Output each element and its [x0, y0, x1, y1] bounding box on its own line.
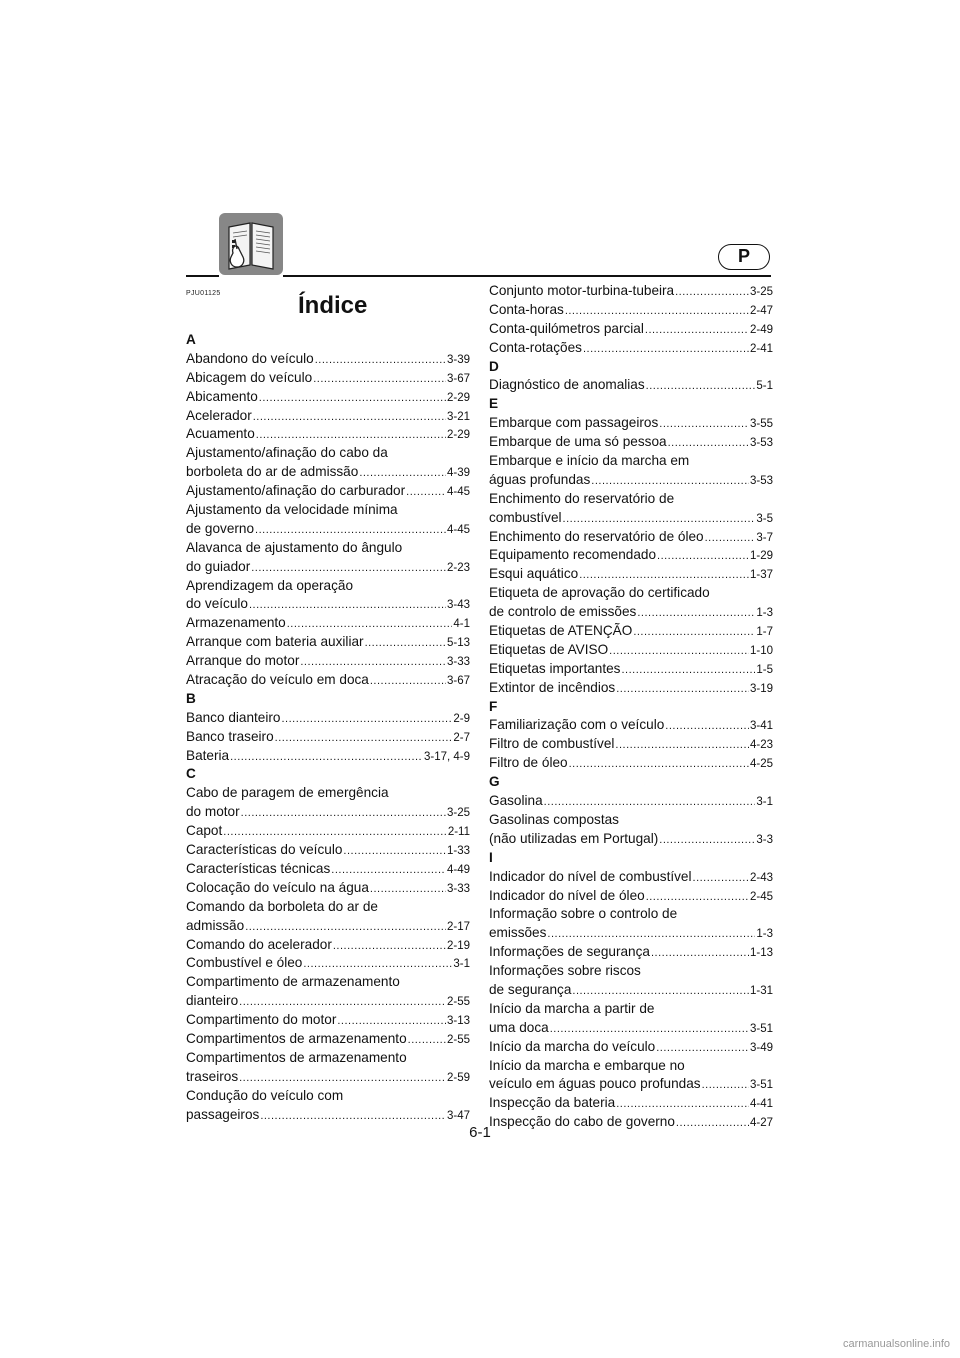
- index-entry-text: veículo em águas pouco profundas: [489, 1076, 701, 1092]
- dot-leader: [370, 672, 446, 690]
- index-entry-text: do veículo: [186, 596, 248, 612]
- index-page-ref: 1-13: [749, 947, 773, 960]
- index-entry-text: Esqui aquático: [489, 566, 579, 582]
- index-entry: [489, 376, 773, 395]
- index-entry: [489, 1038, 773, 1057]
- index-page-ref: 1-31: [749, 984, 773, 997]
- dot-leader: [646, 377, 756, 395]
- index-entry-text: Indicador do nível de combustível: [489, 868, 692, 884]
- index-entry: [489, 471, 773, 490]
- index-entry: [186, 558, 470, 577]
- index-entry: [186, 728, 470, 747]
- dot-leader: [337, 1012, 446, 1030]
- page-number: 6-1: [469, 1124, 491, 1141]
- index-entry: [489, 924, 773, 943]
- index-entry: [186, 595, 470, 614]
- index-entry-text: de controlo de emissões: [489, 604, 637, 620]
- index-entry: [489, 433, 773, 452]
- index-entry: [489, 1113, 773, 1132]
- dot-leader: [255, 521, 446, 539]
- index-page-ref: 3-19: [749, 682, 773, 695]
- index-entry: [186, 388, 470, 407]
- index-entry-text: Conta-rotações: [489, 339, 582, 355]
- index-entry-text: Compartimento de armazenamento: [186, 974, 400, 990]
- index-page-ref: 3-33: [446, 656, 470, 669]
- dot-leader: [260, 1107, 446, 1125]
- index-entry: [489, 622, 773, 641]
- dot-leader: [591, 472, 749, 490]
- index-page-ref: 1-29: [749, 550, 773, 563]
- index-entry: [186, 652, 470, 671]
- index-entry: [489, 565, 773, 584]
- index-entry-text: Informação sobre o controlo de: [489, 906, 678, 922]
- index-entry: [489, 1075, 773, 1094]
- index-section-letter: D: [489, 358, 499, 374]
- index-page-ref: 1-5: [756, 663, 773, 676]
- index-page-ref: 1-3: [756, 928, 773, 941]
- dot-leader: [675, 283, 749, 301]
- index-entry-text: dianteiro: [186, 993, 239, 1009]
- index-entry: [489, 603, 773, 622]
- index-entry-text: do guiador: [186, 558, 251, 574]
- index-entry: [186, 671, 470, 690]
- index-column-right: [489, 282, 773, 1132]
- index-entry-text: Inspecção da bateria: [489, 1095, 616, 1111]
- index-entry-text: Extintor de incêndios: [489, 679, 616, 695]
- index-entry: [489, 830, 773, 849]
- dot-leader: [275, 729, 453, 747]
- dot-leader: [259, 389, 446, 407]
- index-entry-text: de governo: [186, 520, 255, 536]
- index-entry-text: Gasolinas compostas: [489, 811, 619, 827]
- index-entry-text: Etiqueta de aprovação do certificado: [489, 585, 710, 601]
- index-page-ref: 3-5: [756, 512, 773, 525]
- index-entry-text: Banco traseiro: [186, 728, 274, 744]
- index-entry-text: Cabo de paragem de emergência: [186, 785, 389, 801]
- index-entry: [489, 735, 773, 754]
- index-entry: [489, 641, 773, 660]
- index-page-ref: 1-7: [756, 626, 773, 639]
- index-entry-text: Familiarização com o veículo: [489, 717, 665, 733]
- dot-leader: [569, 755, 749, 773]
- index-section-letter: F: [489, 698, 498, 714]
- index-entry-text: Arranque do motor: [186, 653, 300, 669]
- index-entry-text: Início da marcha do veículo: [489, 1038, 656, 1054]
- dot-leader: [646, 888, 749, 906]
- index-column-left: [186, 331, 470, 1124]
- index-entry-text: (não utilizadas em Portugal): [489, 830, 659, 846]
- dot-leader: [287, 615, 453, 633]
- index-entry-text: emissões: [489, 925, 547, 941]
- index-page-ref: 3-51: [749, 1022, 773, 1035]
- dot-leader: [300, 653, 446, 671]
- index-page-ref: 3-25: [749, 286, 773, 298]
- index-section-letter: G: [489, 774, 500, 790]
- index-entry: [186, 803, 470, 822]
- index-entry: [489, 716, 773, 735]
- index-entry: [186, 822, 470, 841]
- index-entry-text: Embarque com passageiros: [489, 415, 659, 431]
- index-entry-text: Ajustamento da velocidade mínima: [186, 502, 398, 518]
- index-page-ref: 2-43: [749, 871, 773, 884]
- index-page-ref: 2-47: [749, 304, 773, 317]
- dot-leader: [256, 426, 446, 444]
- dot-leader: [245, 918, 446, 936]
- index-entry-text: Início da marcha a partir de: [489, 1000, 655, 1016]
- index-page-ref: 1-3: [756, 607, 773, 620]
- index-entry: [186, 633, 470, 652]
- index-entry: [186, 860, 470, 879]
- index-entry-text: Acelerador: [186, 407, 252, 423]
- index-page-ref: 3-53: [749, 474, 773, 487]
- index-entry: [489, 754, 773, 773]
- index-entry: [186, 614, 470, 633]
- page-title: Índice: [298, 292, 368, 319]
- index-entry-text: Compartimentos de armazenamento: [186, 1049, 407, 1065]
- dot-leader: [408, 1031, 446, 1049]
- index-entry: [186, 841, 470, 860]
- index-entry-text: Indicador do nível de óleo: [489, 887, 645, 903]
- dot-leader: [550, 1020, 749, 1038]
- dot-leader: [616, 680, 749, 698]
- index-entry-text: Etiquetas de ATENÇÃO: [489, 623, 633, 639]
- index-page-ref: 3-67: [446, 372, 470, 385]
- index-entry-text: Armazenamento: [186, 615, 286, 631]
- dot-leader: [313, 370, 446, 388]
- index-entry: [186, 992, 470, 1011]
- index-entry: [186, 520, 470, 539]
- dot-leader: [230, 748, 423, 766]
- index-entry-text: Conta-horas: [489, 301, 564, 317]
- index-page-ref: 3-33: [446, 882, 470, 895]
- index-page-ref: 3-3: [756, 833, 773, 846]
- index-entry: [489, 887, 773, 906]
- dot-leader: [579, 566, 749, 584]
- index-page-ref: 4-45: [446, 523, 470, 536]
- index-entry-text: Embarque de uma só pessoa: [489, 434, 667, 450]
- index-entry-text: Capot: [186, 823, 223, 839]
- index-entry-text: Conta-quilómetros parcial: [489, 320, 644, 336]
- index-page-ref: 5-1: [756, 380, 773, 393]
- dot-leader: [645, 321, 749, 339]
- index-page-ref: 3-7: [756, 531, 773, 544]
- index-entry-text: uma doca: [489, 1019, 549, 1035]
- index-page-ref: 1-10: [749, 644, 773, 657]
- dot-leader: [633, 623, 755, 641]
- index-entry: [489, 414, 773, 433]
- index-entry: [489, 868, 773, 887]
- dot-leader: [693, 869, 749, 887]
- index-page-ref: 4-41: [749, 1098, 773, 1111]
- index-entry-text: Características do veículo: [186, 842, 343, 858]
- dot-leader: [659, 831, 755, 849]
- dot-leader: [665, 717, 749, 735]
- dot-leader: [406, 483, 446, 501]
- index-page-ref: 5-13: [446, 637, 470, 650]
- index-page-ref: 2-55: [446, 996, 470, 1009]
- index-entry-text: Ajustamento/afinação do carburador: [186, 483, 406, 499]
- dot-leader: [565, 302, 749, 320]
- dot-leader: [544, 793, 756, 811]
- index-entry-text: Abicamento: [186, 388, 258, 404]
- dot-leader: [676, 1114, 749, 1132]
- index-entry-text: admissão: [186, 917, 245, 933]
- index-entry-text: Arranque com bateria auxiliar: [186, 634, 364, 650]
- index-entry: [489, 981, 773, 1000]
- index-entry-text: Compartimento do motor: [186, 1012, 337, 1028]
- index-section-letter: B: [186, 690, 196, 706]
- index-page-ref: 4-27: [749, 1117, 773, 1130]
- index-entry: [186, 879, 470, 898]
- dot-leader: [249, 596, 446, 614]
- dot-leader: [331, 861, 446, 879]
- index-entry: [489, 301, 773, 320]
- index-entry: [489, 792, 773, 811]
- index-entry-text: Compartimentos de armazenamento: [186, 1030, 407, 1046]
- index-entry-text: Embarque e início da marcha em: [489, 453, 690, 469]
- index-page-ref: 2-9: [453, 712, 470, 725]
- index-page-ref: 2-11: [447, 826, 470, 839]
- index-entry-text: do motor: [186, 804, 240, 820]
- index-entry-text: Comando da borboleta do ar de: [186, 898, 378, 914]
- header-rule: [283, 275, 771, 277]
- index-entry-text: Características técnicas: [186, 860, 331, 876]
- index-entry: [186, 1106, 470, 1125]
- index-entry-text: de segurança: [489, 981, 572, 997]
- dot-leader: [616, 1095, 749, 1113]
- index-page-ref: 4-1: [453, 618, 470, 631]
- index-entry-text: Diagnóstico de anomalias: [489, 377, 645, 393]
- index-entry-text: Abicagem do veículo: [186, 369, 313, 385]
- index-page-ref: 1-33: [446, 845, 470, 858]
- language-badge: P: [718, 244, 770, 270]
- dot-leader: [702, 1076, 749, 1094]
- index-page-ref: 3-47: [446, 1109, 470, 1122]
- index-entry-text: Abandono do veículo: [186, 350, 314, 366]
- index-entry: [186, 917, 470, 936]
- index-entry-text: Combustível e óleo: [186, 955, 303, 971]
- index-page-ref: 2-23: [446, 561, 470, 574]
- dot-leader: [251, 559, 446, 577]
- index-entry-text: Enchimento do reservatório de óleo: [489, 528, 704, 544]
- index-page-ref: 3-39: [446, 353, 470, 366]
- index-page-ref: 3-55: [749, 418, 773, 431]
- index-entry: [186, 369, 470, 388]
- dot-leader: [563, 510, 756, 528]
- dot-leader: [615, 736, 749, 754]
- manual-reading-icon: [219, 213, 283, 275]
- dot-leader: [343, 842, 446, 860]
- dot-leader: [659, 415, 749, 433]
- dot-leader: [359, 464, 446, 482]
- index-entry-text: Atracação do veículo em doca: [186, 672, 369, 688]
- dot-leader: [303, 955, 452, 973]
- index-section-letter: A: [186, 332, 196, 347]
- index-entry: [186, 709, 470, 728]
- index-entry-text: Alavanca de ajustamento do ângulo: [186, 539, 403, 555]
- index-page-ref: 3-1: [453, 958, 470, 971]
- index-entry: [186, 1068, 470, 1087]
- index-page-ref: 2-55: [446, 1033, 470, 1046]
- dot-leader: [370, 880, 446, 898]
- index-entry: [186, 425, 470, 444]
- index-entry: [489, 679, 773, 698]
- watermark: carmanualsonline.info: [842, 1338, 950, 1350]
- index-page-ref: 4-25: [749, 758, 773, 771]
- index-entry: [489, 1094, 773, 1113]
- index-entry: [186, 463, 470, 482]
- index-page-ref: 3-41: [749, 720, 773, 733]
- index-section-letter: I: [489, 849, 493, 865]
- index-entry-text: Informações sobre riscos: [489, 963, 641, 979]
- dot-leader: [239, 993, 446, 1011]
- index-entry-text: Bateria: [186, 747, 230, 763]
- index-page-ref: 2-29: [446, 429, 470, 442]
- index-page-ref: 2-17: [446, 920, 470, 933]
- index-entry: [489, 339, 773, 358]
- index-entry: [489, 320, 773, 339]
- index-entry: [186, 954, 470, 973]
- index-entry-text: águas profundas: [489, 471, 591, 487]
- index-entry-text: traseiros: [186, 1068, 239, 1084]
- index-page-ref: 3-49: [749, 1041, 773, 1054]
- index-entry-text: Aprendizagem da operação: [186, 577, 354, 593]
- index-entry-text: Colocação do veículo na água: [186, 879, 369, 895]
- dot-leader: [572, 982, 749, 1000]
- index-page-ref: 3-21: [446, 410, 470, 423]
- index-entry-text: Gasolina: [489, 793, 543, 809]
- index-entry-text: passageiros: [186, 1106, 260, 1122]
- index-entry-text: Enchimento do reservatório de: [489, 490, 675, 506]
- index-entry: [186, 1011, 470, 1030]
- index-entry-text: borboleta do ar de admissão: [186, 464, 359, 480]
- index-page-ref: 3-17, 4-9: [423, 750, 470, 763]
- index-page-ref: 3-43: [446, 599, 470, 612]
- index-entry: [186, 936, 470, 955]
- index-entry-text: Conjunto motor-turbina-tubeira: [489, 283, 675, 298]
- index-page-ref: 2-59: [446, 1071, 470, 1084]
- index-page-ref: 4-39: [446, 467, 470, 480]
- dot-leader: [333, 937, 446, 955]
- dot-leader: [241, 804, 446, 822]
- index-entry-text: Comando do acelerador: [186, 936, 332, 952]
- index-entry-text: Informações de segurança: [489, 944, 650, 960]
- index-entry: [489, 660, 773, 679]
- dot-leader: [253, 408, 446, 426]
- index-page-ref: 4-45: [446, 486, 470, 499]
- dot-leader: [281, 710, 452, 728]
- dot-leader: [705, 529, 756, 547]
- index-entry-text: Início da marcha e embarque no: [489, 1057, 685, 1073]
- dot-leader: [583, 340, 749, 358]
- index-entry: [489, 943, 773, 962]
- header-rule: [186, 275, 219, 277]
- index-page-ref: 3-53: [749, 437, 773, 450]
- dot-leader: [239, 1069, 446, 1087]
- index-entry-text: Inspecção do cabo de governo: [489, 1114, 675, 1130]
- index-entry: [186, 1030, 470, 1049]
- dot-leader: [621, 661, 755, 679]
- index-page-ref: 2-19: [446, 939, 470, 952]
- index-section-letter: C: [186, 766, 196, 782]
- index-page-ref: 2-45: [749, 890, 773, 903]
- index-page-ref: 4-23: [749, 739, 773, 752]
- dot-leader: [668, 434, 749, 452]
- index-page-ref: 4-49: [446, 863, 470, 876]
- index-page-ref: 3-13: [446, 1015, 470, 1028]
- index-entry: [186, 747, 470, 766]
- index-page-ref: 3-1: [756, 796, 773, 809]
- index-entry-text: Etiquetas importantes: [489, 660, 621, 676]
- index-entry-text: Acuamento: [186, 426, 255, 442]
- index-entry-text: Banco dianteiro: [186, 709, 281, 725]
- index-entry: [186, 350, 470, 369]
- index-page-ref: 2-41: [749, 342, 773, 355]
- index-entry: [186, 482, 470, 501]
- index-page-ref: 1-37: [749, 569, 773, 582]
- index-entry-text: Filtro de óleo: [489, 755, 568, 771]
- dot-leader: [609, 642, 749, 660]
- index-entry-text: Filtro de combustível: [489, 736, 615, 752]
- dot-leader: [637, 604, 755, 622]
- index-entry: [489, 528, 773, 547]
- index-entry: [186, 407, 470, 426]
- index-entry-text: Etiquetas de AVISO: [489, 641, 609, 657]
- dot-leader: [651, 944, 749, 962]
- index-page-ref: 2-7: [453, 731, 470, 744]
- index-entry: [489, 1019, 773, 1038]
- index-page-ref: 3-51: [749, 1079, 773, 1092]
- index-entry-text: Ajustamento/afinação do cabo da: [186, 445, 388, 461]
- index-page-ref: 2-29: [446, 391, 470, 404]
- dot-leader: [223, 823, 447, 841]
- index-page-ref: 3-25: [446, 807, 470, 820]
- dot-leader: [657, 547, 749, 565]
- index-entry-text: Condução do veículo com: [186, 1087, 344, 1103]
- index-page-ref: 2-49: [749, 323, 773, 336]
- index-section-letter: E: [489, 396, 499, 412]
- index-page-ref: 3-67: [446, 675, 470, 688]
- dot-leader: [656, 1039, 749, 1057]
- index-entry-text: Equipamento recomendado: [489, 547, 657, 563]
- index-entry-text: combustível: [489, 509, 562, 525]
- index-entry: [489, 282, 773, 301]
- reference-code: PJU01125: [186, 290, 221, 297]
- dot-leader: [315, 351, 446, 369]
- dot-leader: [365, 634, 446, 652]
- index-entry: [489, 509, 773, 528]
- dot-leader: [547, 925, 755, 943]
- index-entry: [489, 546, 773, 565]
